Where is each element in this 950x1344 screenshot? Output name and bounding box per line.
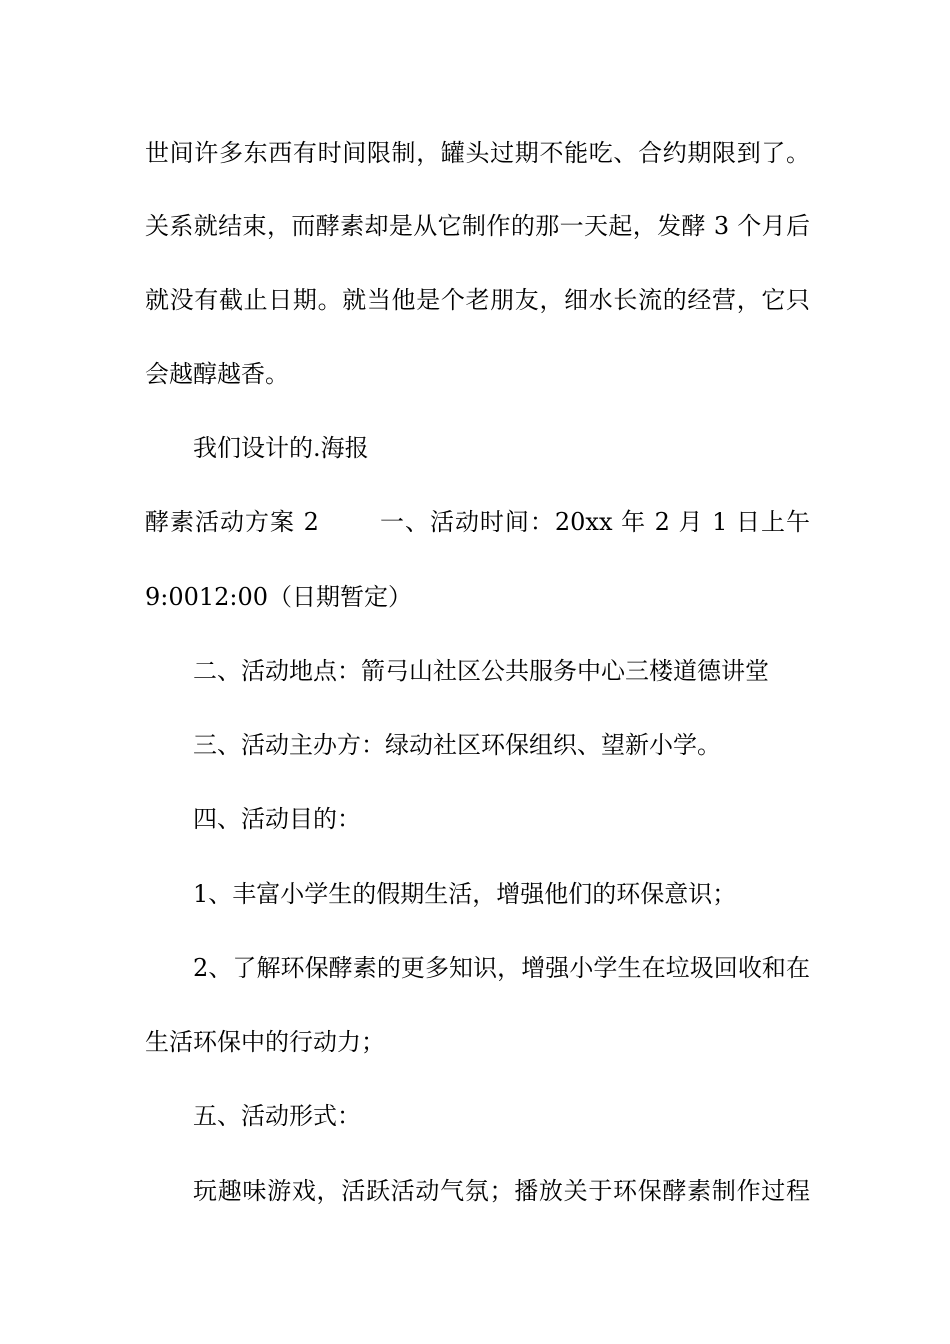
activity-purpose-heading: 四、活动目的： xyxy=(193,805,361,833)
activity-time-line: 一、活动时间：20xx 年 2 月 1 日上午 xyxy=(380,508,810,536)
paragraph-line: 世间许多东西有时间限制，罐头过期不能吃、合约期限到了。 xyxy=(145,139,810,167)
activity-location: 二、活动地点：箭弓山社区公共服务中心三楼道德讲堂 xyxy=(193,657,769,685)
activity-form-text: 玩趣味游戏，活跃活动气氛；播放关于环保酵素制作过程 xyxy=(193,1177,810,1205)
purpose-item-2-continued: 生活环保中的行动力； xyxy=(145,1028,385,1056)
plan-title: 酵素活动方案 2 xyxy=(145,508,320,536)
activity-time-continued: 9:0012:00（日期暂定） xyxy=(145,583,413,611)
poster-line: 我们设计的.海报 xyxy=(193,434,369,462)
paragraph-line: 会越醇越香。 xyxy=(145,360,289,388)
paragraph-line: 就没有截止日期。就当他是个老朋友，细水长流的经营，它只 xyxy=(145,286,810,314)
activity-form-heading: 五、活动形式： xyxy=(193,1102,361,1130)
purpose-item-1: 1、丰富小学生的假期生活，增强他们的环保意识； xyxy=(193,880,737,908)
purpose-item-2: 2、了解环保酵素的更多知识，增强小学生在垃圾回收和在 xyxy=(193,954,810,982)
paragraph-line: 关系就结束，而酵素却是从它制作的那一天起，发酵 3 个月后 xyxy=(145,212,810,240)
activity-organizer: 三、活动主办方：绿动社区环保组织、望新小学。 xyxy=(193,731,721,759)
